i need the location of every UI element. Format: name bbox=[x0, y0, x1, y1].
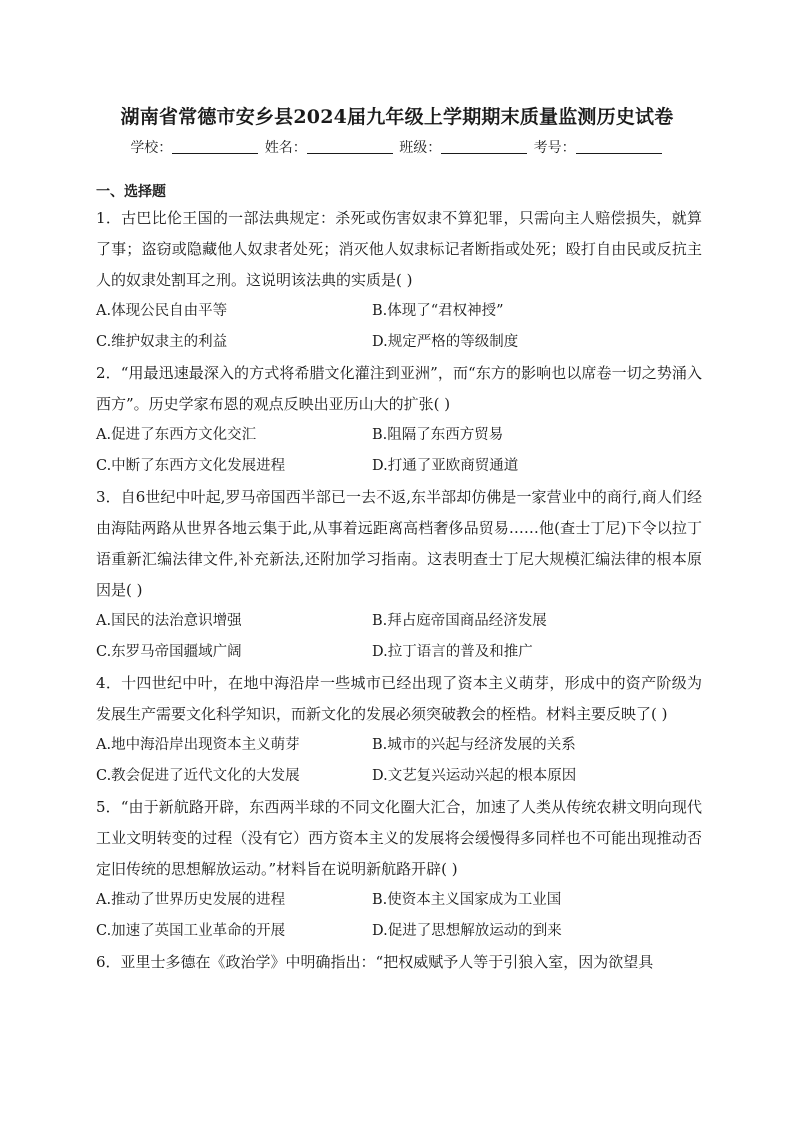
question-6-partial: 6．亚里士多德在《政治学》中明确指出：“把权威赋予人等于引狼入室，因为欲望具 bbox=[96, 953, 654, 971]
question-1-option-b[interactable]: B.体现了“君权神授” bbox=[372, 303, 504, 319]
question-5-option-d[interactable]: D.促进了思想解放运动的到来 bbox=[372, 923, 562, 939]
school-label: 学校： bbox=[130, 140, 173, 156]
question-4-options-row-2 bbox=[96, 761, 702, 792]
question-2-option-c[interactable]: C.中断了东西方文化发展进程 bbox=[96, 458, 286, 474]
question-1-option-a[interactable]: A.体现公民自由平等 bbox=[96, 303, 228, 319]
question-2-option-a[interactable]: A.促进了东西方文化交汇 bbox=[96, 427, 257, 443]
exam-number-label: 考号： bbox=[533, 140, 576, 156]
student-info-line bbox=[0, 137, 794, 157]
question-4-options-row-1 bbox=[96, 730, 702, 761]
question-4-option-b[interactable]: B.城市的兴起与经济发展的关系 bbox=[372, 737, 576, 753]
question-1-option-c[interactable]: C.维护奴隶主的利益 bbox=[96, 334, 228, 350]
question-2-option-b[interactable]: B.阻隔了东西方贸易 bbox=[372, 427, 504, 443]
page-title: 湖南省常德市安乡县2024届九年级上学期期末质量监测历史试卷 bbox=[120, 106, 674, 128]
question-1: 1．古巴比伦王国的一部法典规定：杀死或伤害奴隶不算犯罪，只需向主人赔偿损失，就算了事；盗窃或隐藏他人奴隶者处死；消灭他人奴隶标记者断指或处死；殴打自由民或反抗主人的奴隶处割耳之刑。这说明该法典的实质是( ) bbox=[96, 209, 702, 289]
question-3: 3．自6世纪中叶起,罗马帝国西半部已一去不返,东半部却仿佛是一家营业中的商行,商人们经由海陆两路从世界各地云集于此,从事着远距离高档奢侈品贸易……他(查士丁尼)下令以拉丁语重新汇编法律文件,补充新法,还附加学习指南。这表明查士丁尼大规模汇编法律的根本原因是( ) bbox=[96, 488, 702, 599]
school-blank[interactable] bbox=[172, 140, 258, 154]
exam-number-blank[interactable] bbox=[576, 140, 662, 154]
class-blank[interactable] bbox=[441, 140, 527, 154]
question-list bbox=[96, 203, 702, 978]
question-4-option-a[interactable]: A.地中海沿岸出现资本主义萌芽 bbox=[96, 737, 300, 753]
question-1-options-row-2 bbox=[96, 327, 702, 358]
question-2: 2．“用最迅速最深入的方式将希腊文化灌注到亚洲”，而“东方的影响也以席卷一切之势涌入西方”。历史学家布恩的观点反映出亚历山大的扩张( ) bbox=[96, 364, 702, 413]
question-1-option-d[interactable]: D.规定严格的等级制度 bbox=[372, 334, 519, 350]
question-5-option-a[interactable]: A.推动了世界历史发展的进程 bbox=[96, 892, 286, 908]
question-5-option-c[interactable]: C.加速了英国工业革命的开展 bbox=[96, 923, 286, 939]
question-4-option-c[interactable]: C.教会促进了近代文化的大发展 bbox=[96, 768, 300, 784]
name-label: 姓名： bbox=[264, 140, 307, 156]
question-4: 4．十四世纪中叶，在地中海沿岸一些城市已经出现了资本主义萌芽，形成中的资产阶级为发展生产需要文化科学知识，而新文化的发展必须突破教会的桎梏。材料主要反映了( ) bbox=[96, 674, 702, 723]
question-3-options-row-2 bbox=[96, 637, 702, 668]
question-4-option-d[interactable]: D.文艺复兴运动兴起的根本原因 bbox=[372, 768, 577, 784]
question-3-option-a[interactable]: A.国民的法治意识增强 bbox=[96, 613, 242, 629]
question-2-option-d[interactable]: D.打通了亚欧商贸通道 bbox=[372, 458, 519, 474]
question-3-options-row-1 bbox=[96, 606, 702, 637]
question-5-option-b[interactable]: B.使资本主义国家成为工业国 bbox=[372, 892, 562, 908]
question-2-options-row-1 bbox=[96, 420, 702, 451]
class-label: 班级： bbox=[399, 140, 442, 156]
question-1-options-row-1 bbox=[96, 296, 702, 327]
question-3-option-d[interactable]: D.拉丁语言的普及和推广 bbox=[372, 644, 533, 660]
section-heading: 一、选择题 bbox=[96, 184, 166, 200]
question-3-option-c[interactable]: C.东罗马帝国疆域广阔 bbox=[96, 644, 242, 660]
question-2-options-row-2 bbox=[96, 451, 702, 482]
question-3-option-b[interactable]: B.拜占庭帝国商品经济发展 bbox=[372, 613, 547, 629]
question-5: 5．“由于新航路开辟，东西两半球的不同文化圈大汇合，加速了人类从传统农耕文明向现代工业文明转变的过程（没有它）西方资本主义的发展将会缓慢得多同样也不可能出现推动否定旧传统的思想解放运动。”材料旨在说明新航路开辟( ) bbox=[96, 798, 702, 878]
question-5-options-row-2 bbox=[96, 916, 702, 947]
name-blank[interactable] bbox=[307, 140, 393, 154]
question-5-options-row-1 bbox=[96, 885, 702, 916]
